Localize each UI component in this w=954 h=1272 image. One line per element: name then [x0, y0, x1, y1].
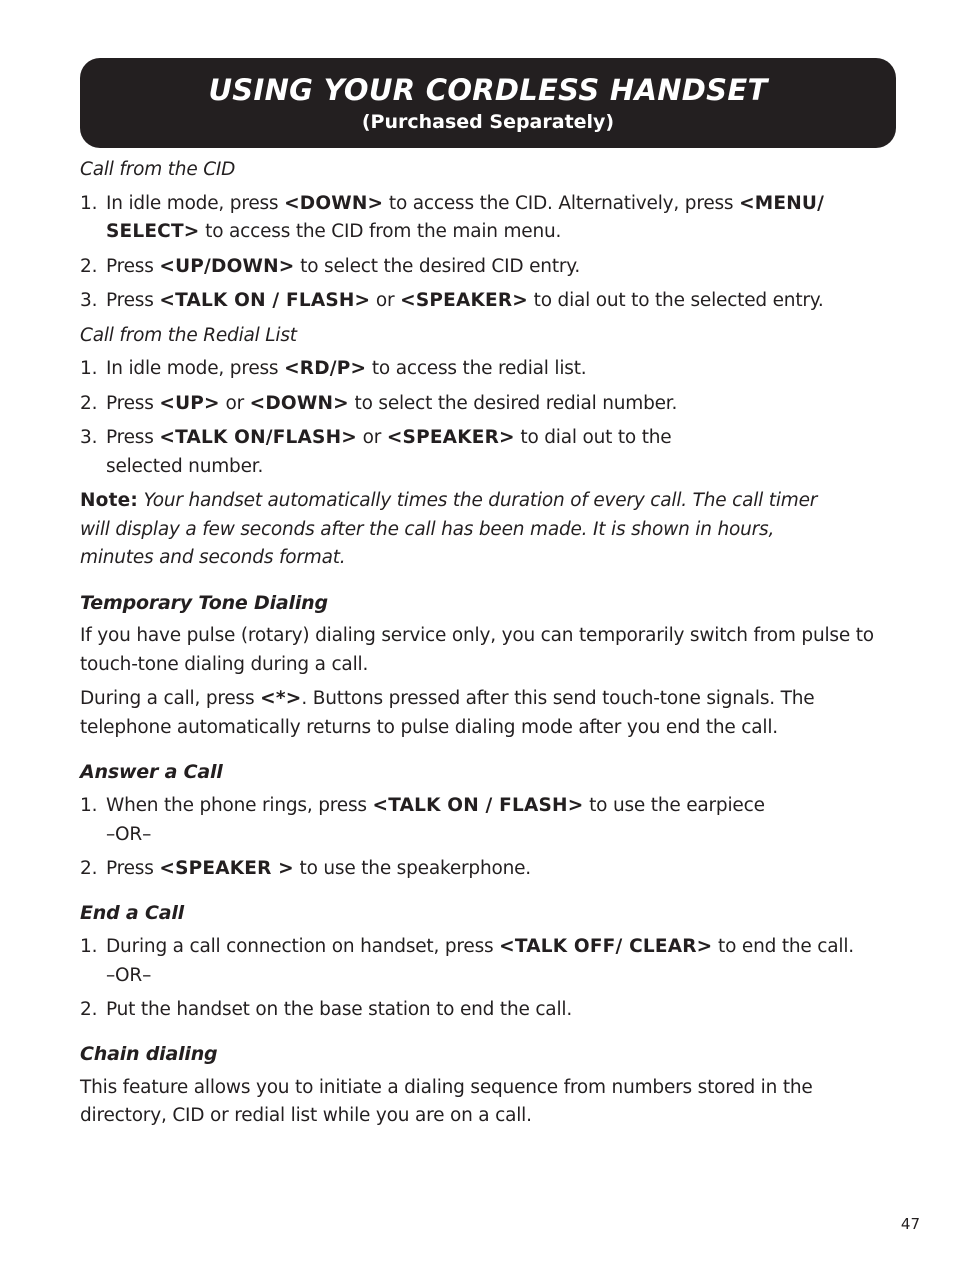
list-item: 1. In idle mode, press <DOWN> to access the CID. Alternatively, press <MENU/ SELECT> to access the CID from the main menu.: [80, 192, 825, 242]
tone-paragraph-1: If you have pulse (rotary) dialing service only, you can temporarily switch from pulse to touch-tone dialing during a call.: [80, 625, 874, 675]
list-item: 3. Press <TALK ON / FLASH> or <SPEAKER> to dial out to the selected entry.: [80, 290, 824, 311]
answer-heading: Answer a Call: [80, 761, 223, 783]
page-content: [80, 156, 900, 1137]
list-item: 1. During a call connection on handset, press <TALK OFF/ CLEAR> to end the call.: [80, 935, 854, 957]
redial-steps: [80, 355, 900, 481]
note-text: Your handset automatically times the duration of every call. The call timer will display a few seconds after the call has been made. It is shown in hours, minutes and seconds format.: [80, 490, 818, 568]
tone-paragraph-2: During a call, press <*>. Buttons pressed after this send touch-tone signals. The telephone automatically returns to pulse dialing mode after you end the call.: [80, 688, 815, 738]
cid-subhead: Call from the CID: [80, 159, 236, 180]
banner-title: USING YOUR CORDLESS HANDSET: [208, 73, 768, 107]
note-paragraph: [80, 487, 900, 573]
answer-steps: [80, 792, 900, 821]
or-divider: –OR–: [106, 965, 152, 986]
list-item: 1. In idle mode, press <RD/P> to access the redial list.: [80, 358, 587, 379]
cid-steps: [80, 190, 900, 316]
list-item: 2. Put the handset on the base station to end the call.: [80, 998, 573, 1020]
page-number: 47: [900, 1215, 920, 1233]
list-item: 2. Press <SPEAKER > to use the speakerphone.: [80, 857, 531, 879]
chain-heading: Chain dialing: [80, 1043, 218, 1065]
list-item: 1. When the phone rings, press <TALK ON / FLASH> to use the earpiece: [80, 794, 765, 816]
note-label: Note:: [80, 490, 138, 511]
or-divider: –OR–: [106, 824, 152, 845]
answer-steps-2: [80, 855, 900, 884]
end-steps-2: [80, 996, 900, 1025]
section-banner: [80, 58, 896, 148]
list-item: 2. Press <UP> or <DOWN> to select the desired redial number.: [80, 392, 678, 414]
tone-heading: Temporary Tone Dialing: [80, 591, 328, 614]
end-steps: [80, 933, 900, 962]
chain-paragraph: This feature allows you to initiate a dialing sequence from numbers stored in the directory, CID or redial list while you are on a call.: [80, 1076, 813, 1126]
list-item: 2. Press <UP/DOWN> to select the desired CID entry.: [80, 255, 581, 277]
redial-subhead: Call from the Redial List: [80, 324, 297, 346]
end-heading: End a Call: [80, 902, 184, 924]
banner-subtitle: (Purchased Separately): [361, 111, 615, 133]
list-item: 3. Press <TALK ON/FLASH> or <SPEAKER> to dial out to the selected number.: [80, 427, 672, 477]
